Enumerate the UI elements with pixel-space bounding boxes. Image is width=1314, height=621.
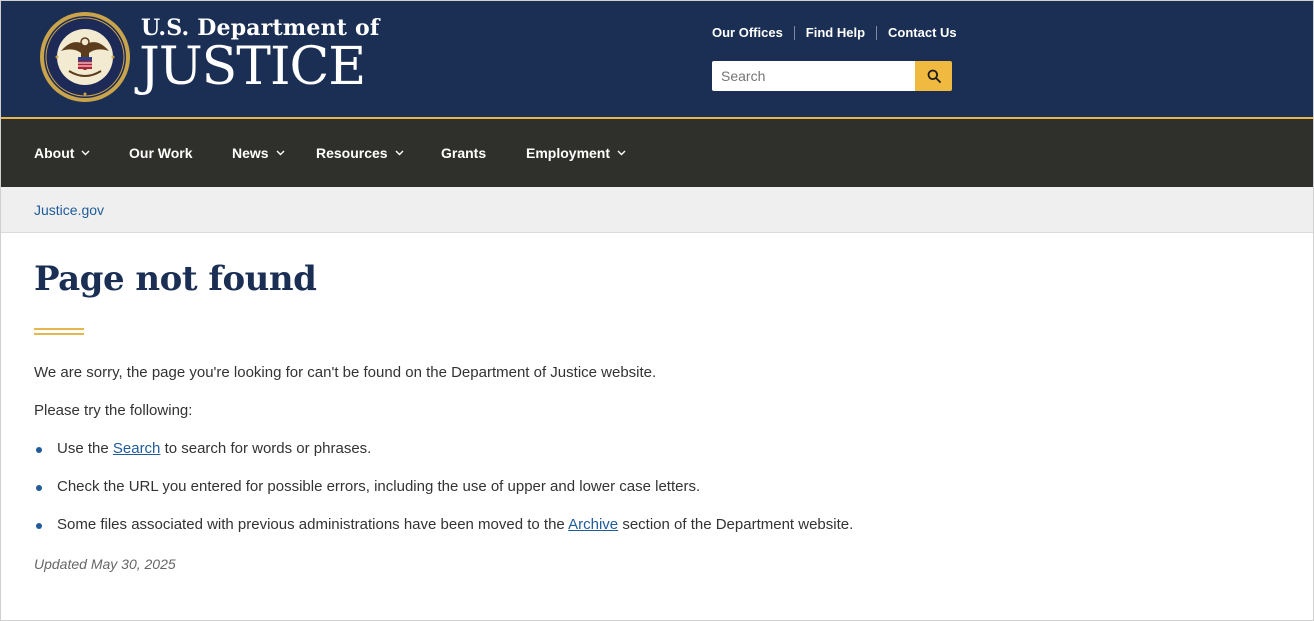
- search-icon: [927, 69, 941, 83]
- chevron-down-icon: [276, 150, 285, 156]
- updated-date: Updated May 30, 2025: [34, 556, 176, 572]
- try-following-text: Please try the following:: [34, 402, 193, 419]
- main-nav: [1, 119, 1313, 187]
- bullet-dot: [36, 523, 42, 529]
- bullet-dot: [36, 485, 42, 491]
- nav-item-our-work[interactable]: [129, 119, 193, 187]
- list-item-text: section of the Department website.: [618, 516, 854, 533]
- nav-item-about[interactable]: [34, 119, 90, 187]
- breadcrumb-home-link[interactable]: Justice.gov: [34, 202, 105, 218]
- nav-item-resources[interactable]: [316, 119, 404, 187]
- utility-links: [712, 25, 957, 40]
- breadcrumb: [1, 187, 1313, 233]
- site-header: [1, 1, 1313, 117]
- search-button[interactable]: [915, 61, 952, 91]
- doj-seal-icon[interactable]: [39, 11, 131, 103]
- list-item-text: to search for words or phrases.: [160, 440, 372, 457]
- nav-item-label: About: [34, 145, 75, 161]
- archive-link[interactable]: Archive: [568, 516, 619, 533]
- nav-item-news[interactable]: [232, 119, 285, 187]
- divider: [794, 26, 795, 40]
- chevron-down-icon: [617, 150, 626, 156]
- nav-item-label: Employment: [526, 145, 611, 161]
- agency-name-line1: U.S. Department of: [141, 15, 380, 41]
- title-accent-divider: [34, 328, 84, 336]
- nav-item-employment[interactable]: [526, 119, 626, 187]
- our-offices-link[interactable]: Our Offices: [712, 25, 783, 40]
- search-form: [712, 61, 952, 91]
- list-item-text: Use the: [57, 440, 113, 457]
- nav-item-label: News: [232, 145, 269, 161]
- contact-us-link[interactable]: Contact Us: [888, 25, 957, 40]
- bullet-dot: [36, 447, 42, 453]
- divider: [876, 26, 877, 40]
- chevron-down-icon: [395, 150, 404, 156]
- list-item-text: Check the URL you entered for possible errors, including the use of upper and lower case letters.: [57, 478, 701, 495]
- agency-name-line2: JUSTICE: [139, 37, 366, 97]
- nav-item-grants[interactable]: [441, 119, 486, 187]
- search-input[interactable]: [712, 61, 915, 91]
- nav-item-label: Grants: [441, 145, 487, 161]
- search-link[interactable]: Search: [112, 440, 161, 457]
- find-help-link[interactable]: Find Help: [805, 25, 866, 40]
- chevron-down-icon: [81, 150, 90, 156]
- page-title: Page not found: [34, 259, 317, 299]
- nav-item-label: Our Work: [129, 145, 193, 161]
- nav-item-label: Resources: [316, 145, 388, 161]
- intro-text: We are sorry, the page you're looking for can't be found on the Department of Justice website.: [34, 364, 657, 381]
- list-item-text: Some files associated with previous administrations have been moved to the: [57, 516, 569, 533]
